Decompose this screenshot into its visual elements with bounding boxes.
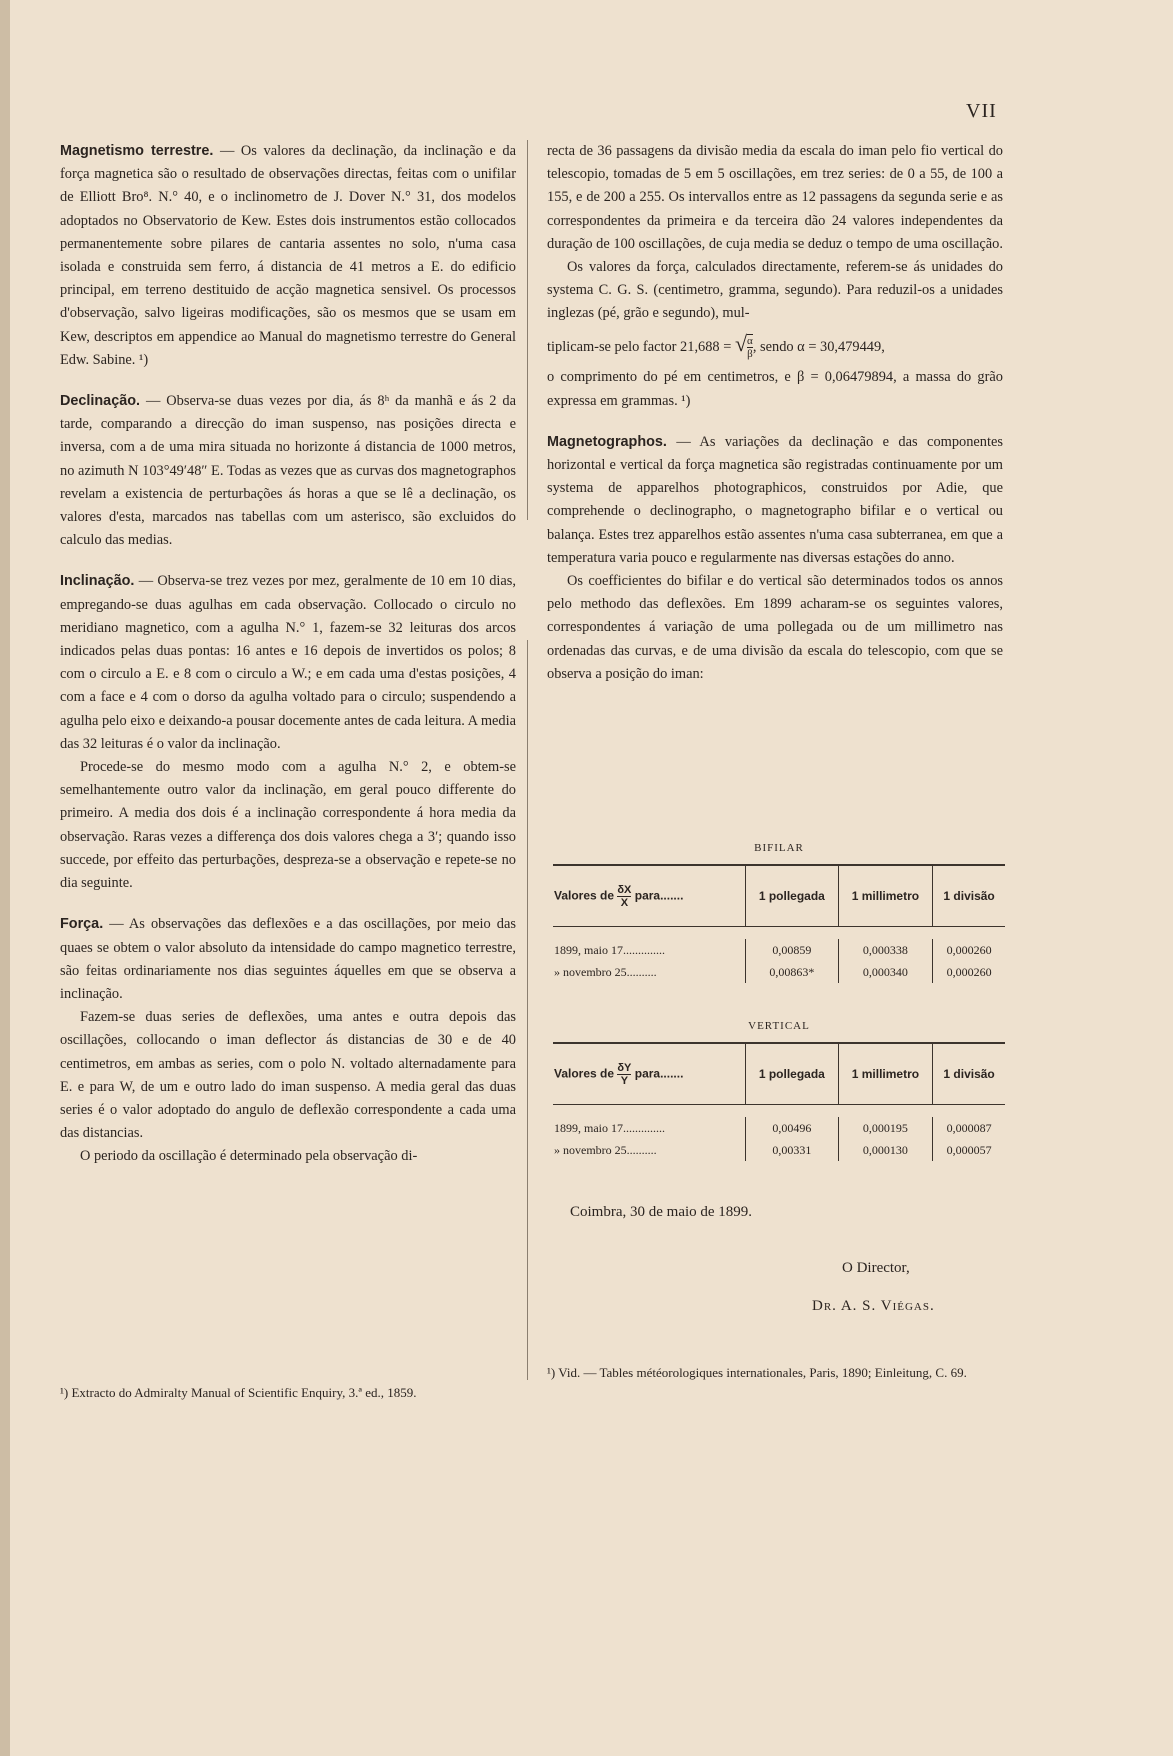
sqrt-fraction: $\frac{\alpha}{\beta}$ [747, 335, 753, 361]
formula-line: tiplicam-se pelo factor 21,688 = √ $\frac{\alpha}{\beta}$ , sendo α = 30,479449, [547, 330, 885, 361]
forca-heading: Força. [60, 916, 104, 933]
column-divider [527, 140, 528, 520]
director-name: Dr. A. S. Viégas. [812, 1298, 935, 1314]
left-footnote: ¹) Extracto do Admiralty Manual of Scientific Enquiry, 3.ª ed., 1859. [60, 1385, 417, 1400]
table-row: » novembro 25.......... 0,00863* 0,000340 0,000260 [553, 961, 1005, 983]
force-period-paragraph: recta de 36 passagens da divisão media da escala do iman pelo fio vertical do telescopio, tomadas de 5 em 5 oscillações, em trez series: de 0 a 55, de 100 a 155, e de 200 a 255. Os intervallos entre as 12 passagens da segunda serie e as correspondentes da primeira e da terceira dão 24 valores independentes da duração de 100 oscillações, de cuja media se deduz o tempo de uma oscillação. [547, 143, 1003, 252]
table-row: 1899, maio 17.............. 0,00859 0,000338 0,000260 [553, 939, 1005, 961]
magneto-paragraph-2: Os coefficientes do bifilar e do vertical são determinados todos os annos pelo methodo das deflexões. Em 1899 acharam-se os seguintes valores, correspondentes á variação de uma pollegada ou de um millimetro nas ordenadas das curvas, e de uma divisão da escala do telescopio, com que se observa a posição do iman: [547, 572, 1003, 682]
magnetismo-heading: Magnetismo terrestre. [60, 143, 214, 159]
place-date: Coimbra, 30 de maio de 1899. [570, 1204, 753, 1220]
magneto-heading: Magnetographos. [547, 433, 667, 450]
vertical-table-block [553, 1020, 1005, 1161]
sqrt-symbol: √ [734, 330, 748, 356]
table-row: 1899, maio 17.............. 0,00496 0,000195 0,000087 [553, 1117, 1005, 1139]
foot-mass-paragraph: o comprimento do pé em centimetros, e β = 0,06479894, a massa do grão expressa em grammas. ¹) [547, 369, 1003, 409]
inclinacao-paragraph: Inclinação. — Observa-se trez vezes por mez, geralmente de 10 em 10 dias, empregando-se duas agulhas em cada observação. Collocado o circulo no meridiano magnetico, com a agulha N.° 1, fazem-se 32 leituras dos arcos indicados pelas duas pontas: 16 antes e 16 depois de invertidos os polos; 8 com o circulo a E. e 8 com o circulo a W.; e em cada uma d'estas posições, 4 com a face e 4 com o dorso da agulha voltado para o circulo; suspendendo a agulha pelo eixo e deixando-a pousar docemente antes de cada leitura. A media das 32 leituras é o valor da inclinação. [60, 573, 516, 752]
left-column [60, 140, 516, 1169]
director-title: O Director, [842, 1260, 910, 1276]
page-number: VII [966, 100, 997, 122]
column-divider-2 [527, 640, 528, 1380]
bifilar-col0-header: Valores de $\frac{\delta X}{X}$ para....... [553, 865, 746, 927]
vertical-header-divisao: 1 divisão [933, 1043, 1005, 1105]
vertical-col0-header: Valores de $\frac{\delta Y}{Y}$ para....... [553, 1043, 746, 1105]
table-row: » novembro 25.......... 0,00331 0,000130 0,000057 [553, 1139, 1005, 1161]
declinacao-paragraph: Declinação. — Observa-se duas vezes por dia, ás 8ʰ da manhã e ás 2 da tarde, comparando a direcção do iman suspenso, nas posições directa e inversa, com a de uma mira situada no horizonte á distancia de 1000 metros, no azimuth N 103°49′48″ E. Todas as vezes que as curvas dos magnetographos revelam a existencia de perturbações ás horas a que se lê a declinação, os valores d'esta, marcados nas tabellas com um asterisco, são excluidos do calculo das medias. [60, 393, 516, 549]
force-units-paragraph: Os valores da força, calculados directamente, referem-se ás unidades do systema C. G. S. (centimetro, gramma, segundo). Para reduzil-os a unidades inglezas (pé, grão e segundo), mul- [547, 259, 1003, 322]
bifilar-header-pollegada: 1 pollegada [746, 865, 839, 927]
bifilar-table-block [553, 842, 1005, 983]
right-column [547, 140, 1003, 686]
bifilar-table [553, 864, 1005, 983]
inclinacao-heading: Inclinação. [60, 573, 135, 590]
inclinacao-paragraph-2: Procede-se do mesmo modo com a agulha N.° 2, e obtem-se semelhantemente outro valor da inclinação, em geral pouco differente do primeiro. A media dos dois é a inclinação correspondente á hora media da observação. Raras vezes a differença dos dois valores chega a 3′; quando isso succede, por effeito das perturbações, despreza-se a observação e repete-se no dia seguinte. [60, 759, 516, 892]
forca-paragraph-3: O periodo da oscillação é determinado pela observação di- [80, 1148, 418, 1165]
forca-paragraph-2: Fazem-se duas series de deflexões, uma antes e outra depois das oscillações, collocando o iman deflector ás distancias de 30 e de 40 centimetros, em ambas as series, com o polo N. voltado alternadamente para E. e para W, de um e outro lado do iman suspenso. A media geral das duas series é o valor adoptado do angulo de deflexão correspondente a cada uma das distancias. [60, 1009, 516, 1142]
forca-paragraph: Força. — As observações das deflexões e a das oscillações, por meio das quaes se obtem o valor absoluto da intensidade do campo magnetico terrestre, são feitas ordinariamente nos dias seguintes áquelles em que se observa a inclinação. [60, 916, 516, 1002]
vertical-header-millimetro: 1 millimetro [838, 1043, 932, 1105]
bifilar-header-divisao: 1 divisão [933, 865, 1005, 927]
vertical-caption: VERTICAL [748, 1020, 810, 1032]
declinacao-heading: Declinação. [60, 393, 140, 410]
bifilar-header-millimetro: 1 millimetro [838, 865, 932, 927]
bifilar-caption: BIFILAR [754, 842, 804, 854]
right-footnote: ¹) Vid. — Tables météorologiques internationales, Paris, 1890; Einleitung, C. 69. [547, 1365, 967, 1380]
vertical-table [553, 1042, 1005, 1161]
vertical-header-pollegada: 1 pollegada [746, 1043, 839, 1105]
magneto-paragraph: Magnetographos. — As variações da declinação e das componentes horizontal e vertical da força magnetica são registradas continuamente por um systema de apparelhos photographicos, construidos por Adie, que comprehende o declinographo, o magnetographo bifilar e o vertical ou balança. Estes trez apparelhos estão assentes n'uma casa subterranea, em que a temperatura varia pouco e regularmente nas diversas estações do anno. [547, 433, 1003, 566]
page-edge [0, 0, 10, 1756]
magnetismo-paragraph: Magnetismo terrestre. — Os valores da declinação, da inclinação e da força magnetica são o resultado de observações directas, feitas com o unifilar de Elliott Bro⁸. N.° 40, e o inclinometro de J. Dover N.° 31, dos modelos adoptados no Observatorio de Kew. Estes dois instrumentos estão collocados permanentemente sobre pilares de cantaria assentes no solo, n'uma casa isolada e construida sem ferro, á distancia de 41 metros a E. do edificio principal, em terreno destituido de acção magnetica sensivel. Os processos d'observação, salvo ligeiras modificações, são os mesmos que se usam em Kew, descriptos em appendice ao Manual do magnetismo terrestre do General Edw. Sabine. ¹) [60, 143, 516, 368]
